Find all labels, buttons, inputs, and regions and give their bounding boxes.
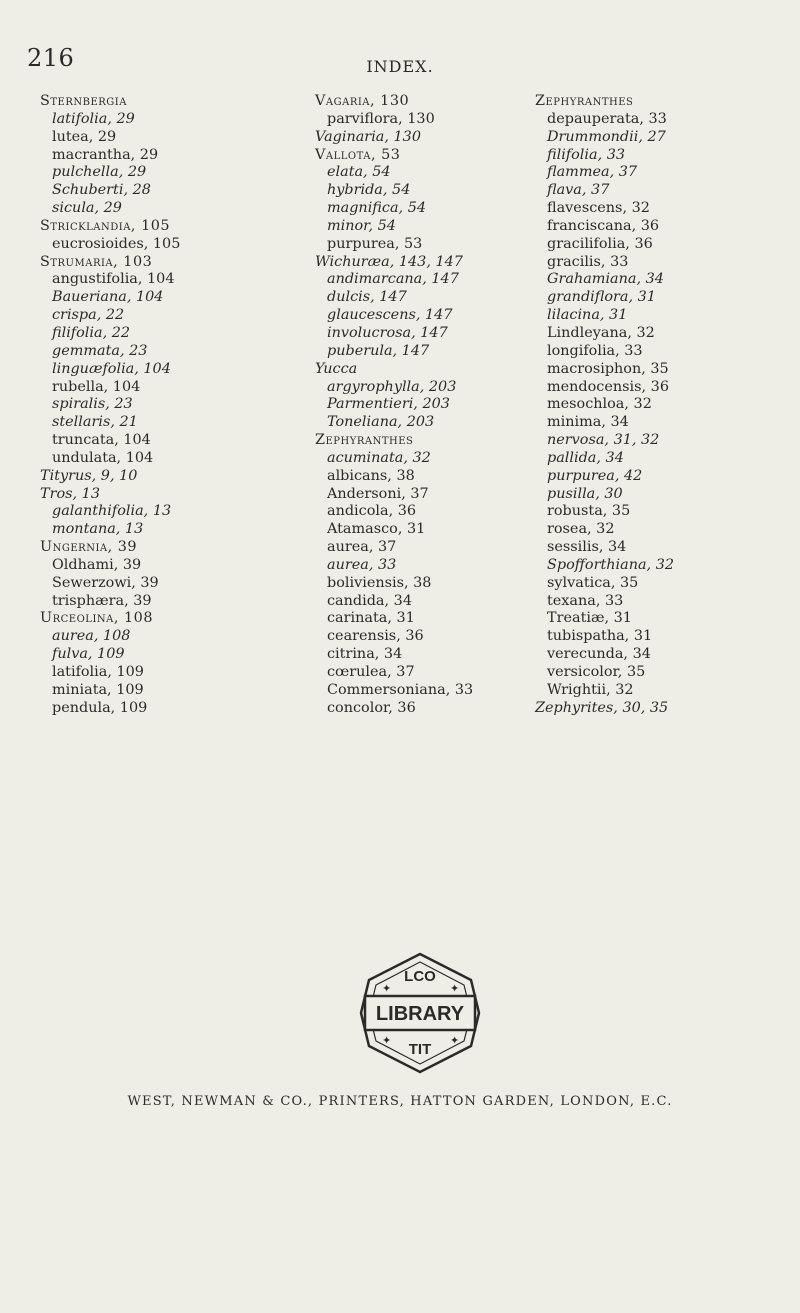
- index-entry: crispa, 22: [52, 307, 125, 324]
- index-entry: latifolia, 29: [52, 110, 135, 127]
- index-entry: minima, 34: [547, 414, 629, 431]
- index-entry: robusta, 35: [547, 503, 631, 520]
- index-entry: hybrida, 54: [327, 182, 411, 199]
- index-genus-entry: Sternbergia: [40, 93, 127, 109]
- index-entry: undulata, 104: [52, 449, 154, 466]
- index-entry: pendula, 109: [52, 699, 148, 716]
- index-entry: Yucca: [315, 360, 358, 377]
- index-entry: purpurea, 42: [547, 467, 643, 484]
- index-entry: verecunda, 34: [547, 646, 651, 663]
- index-entry: montana, 13: [52, 521, 144, 538]
- index-entry: rubella, 104: [52, 378, 141, 395]
- index-entry: galanthifolia, 13: [52, 503, 172, 520]
- index-entry: nervosa, 31, 32: [547, 432, 660, 449]
- index-entry: andimarcana, 147: [327, 271, 459, 288]
- library-stamp-icon: [357, 950, 483, 1076]
- index-entry: Oldhami, 39: [52, 556, 142, 573]
- index-entry: citrina, 34: [327, 646, 403, 663]
- index-entry: aurea, 33: [327, 556, 397, 573]
- index-entry: Atamasco, 31: [327, 521, 426, 538]
- index-entry: Sewerzowi, 39: [52, 574, 159, 591]
- index-entry: sylvatica, 35: [547, 574, 639, 591]
- index-entry: fulva, 109: [52, 646, 125, 663]
- index-entry: Vaginaria, 130: [315, 128, 421, 145]
- index-entry: Tros, 13: [40, 485, 100, 502]
- index-entry: spiralis, 23: [52, 396, 133, 413]
- index-entry: dulcis, 147: [327, 289, 407, 306]
- index-entry: macrantha, 29: [52, 146, 159, 163]
- index-entry: involucrosa, 147: [327, 324, 448, 341]
- index-entry: rosea, 32: [547, 521, 615, 538]
- index-genus-entry: Urceolina, 108: [40, 610, 153, 627]
- index-entry: lutea, 29: [52, 128, 117, 145]
- index-entry: depauperata, 33: [547, 110, 667, 127]
- index-entry: linguæfolia, 104: [52, 360, 171, 377]
- printer-imprint: WEST, NEWMAN & CO., PRINTERS, HATTON GARDEN, LONDON, E.C.: [127, 1094, 673, 1109]
- page-number: 216: [27, 44, 75, 72]
- index-entry: pallida, 34: [547, 449, 624, 466]
- index-entry: albicans, 38: [327, 467, 415, 484]
- index-entry: Commersoniana, 33: [327, 681, 474, 698]
- index-entry: acuminata, 32: [327, 449, 431, 466]
- index-genus-entry: Ungernia, 39: [40, 539, 138, 556]
- index-entry: stellaris, 21: [52, 414, 138, 431]
- index-entry: flavescens, 32: [547, 200, 650, 217]
- index-entry: eucrosioides, 105: [52, 235, 181, 252]
- index-entry: Spofforthiana, 32: [547, 556, 675, 573]
- index-entry: Tityrus, 9, 10: [40, 467, 138, 484]
- index-entry: glaucescens, 147: [327, 307, 453, 324]
- index-entry: filifolia, 22: [52, 324, 131, 341]
- index-entry: trisphæra, 39: [52, 592, 152, 609]
- stamp-star-icon: ✦: [382, 1034, 392, 1047]
- index-entry: cearensis, 36: [327, 628, 424, 645]
- index-entry: argyrophylla, 203: [327, 378, 457, 395]
- index-entry: mendocensis, 36: [547, 378, 669, 395]
- index-entry: flava, 37: [547, 182, 610, 199]
- index-genus-entry: Zephyranthes: [315, 432, 414, 449]
- index-entry: mesochloa, 32: [547, 396, 652, 413]
- index-entry: gracilis, 33: [547, 253, 629, 270]
- index-column-1: [40, 93, 300, 718]
- index-entry: sicula, 29: [52, 200, 122, 217]
- index-entry: Drummondii, 27: [547, 128, 666, 145]
- stamp-bottom-text: TIT: [408, 1041, 432, 1058]
- index-entry: Andersoni, 37: [327, 485, 429, 502]
- index-entry: Grahamiana, 34: [547, 271, 664, 288]
- index-entry: versicolor, 35: [547, 664, 646, 680]
- stamp-top-text: LCO: [404, 968, 436, 985]
- index-entry: flammea, 37: [547, 164, 638, 181]
- index-entry: lilacina, 31: [547, 307, 628, 324]
- index-entry: aurea, 37: [327, 539, 397, 556]
- index-entry: cœrulea, 37: [327, 664, 415, 680]
- index-entry: Lindleyana, 32: [547, 324, 655, 341]
- index-entry: parviflora, 130: [327, 110, 435, 127]
- index-entry: elata, 54: [327, 164, 391, 181]
- index-entry: Baueriana, 104: [52, 289, 164, 306]
- index-genus-entry: Strumaria, 103: [40, 253, 153, 270]
- index-entry: longifolia, 33: [547, 342, 643, 359]
- index-entry: franciscana, 36: [547, 217, 660, 234]
- index-entry: Schuberti, 28: [52, 182, 151, 199]
- index-column-2: [315, 93, 565, 718]
- index-genus-entry: Stricklandia, 105: [40, 217, 171, 234]
- index-entry: candida, 34: [327, 592, 412, 609]
- index-entry: latifolia, 109: [52, 664, 144, 680]
- index-entry: Toneliana, 203: [327, 414, 435, 431]
- index-genus-entry: Vallota, 53: [315, 146, 401, 163]
- index-entry: truncata, 104: [52, 432, 151, 449]
- running-title: INDEX.: [366, 57, 434, 76]
- index-entry: filifolia, 33: [547, 146, 626, 163]
- stamp-star-icon: ✦: [450, 982, 460, 995]
- index-column-3: [535, 93, 790, 718]
- index-entry: purpurea, 53: [327, 235, 423, 252]
- index-entry: boliviensis, 38: [327, 574, 432, 591]
- index-entry: Wrightii, 32: [547, 681, 634, 698]
- stamp-star-icon: ✦: [382, 982, 392, 995]
- index-entry: carinata, 31: [327, 610, 415, 627]
- index-entry: sessilis, 34: [547, 539, 627, 556]
- index-entry: concolor, 36: [327, 699, 416, 716]
- index-entry: grandiflora, 31: [547, 289, 656, 306]
- index-entry: Wichuræa, 143, 147: [315, 253, 463, 270]
- stamp-center-text: LIBRARY: [375, 1003, 465, 1025]
- index-entry: angustifolia, 104: [52, 271, 175, 288]
- index-entry: magnifica, 54: [327, 200, 427, 217]
- index-entry: minor, 54: [327, 217, 396, 234]
- index-entry: macrosiphon, 35: [547, 360, 669, 377]
- index-entry: pulchella, 29: [52, 164, 147, 181]
- index-entry: Parmentieri, 203: [327, 396, 450, 413]
- index-entry: pusilla, 30: [547, 485, 623, 502]
- index-entry: puberula, 147: [327, 342, 430, 359]
- library-stamp: [357, 950, 483, 1076]
- index-entry: aurea, 108: [52, 628, 131, 645]
- index-entry: miniata, 109: [52, 681, 144, 698]
- stamp-star-icon: ✦: [450, 1034, 460, 1047]
- index-entry: texana, 33: [547, 592, 624, 609]
- index-entry: Zephyrites, 30, 35: [535, 699, 669, 716]
- index-entry: gracilifolia, 36: [547, 235, 653, 252]
- index-entry: andicola, 36: [327, 503, 417, 520]
- index-entry: tubispatha, 31: [547, 628, 653, 645]
- index-genus-entry: Zephyranthes: [535, 93, 634, 109]
- index-entry: Treatiæ, 31: [547, 610, 632, 627]
- index-genus-entry: Vagaria, 130: [315, 93, 410, 109]
- index-entry: gemmata, 23: [52, 342, 148, 359]
